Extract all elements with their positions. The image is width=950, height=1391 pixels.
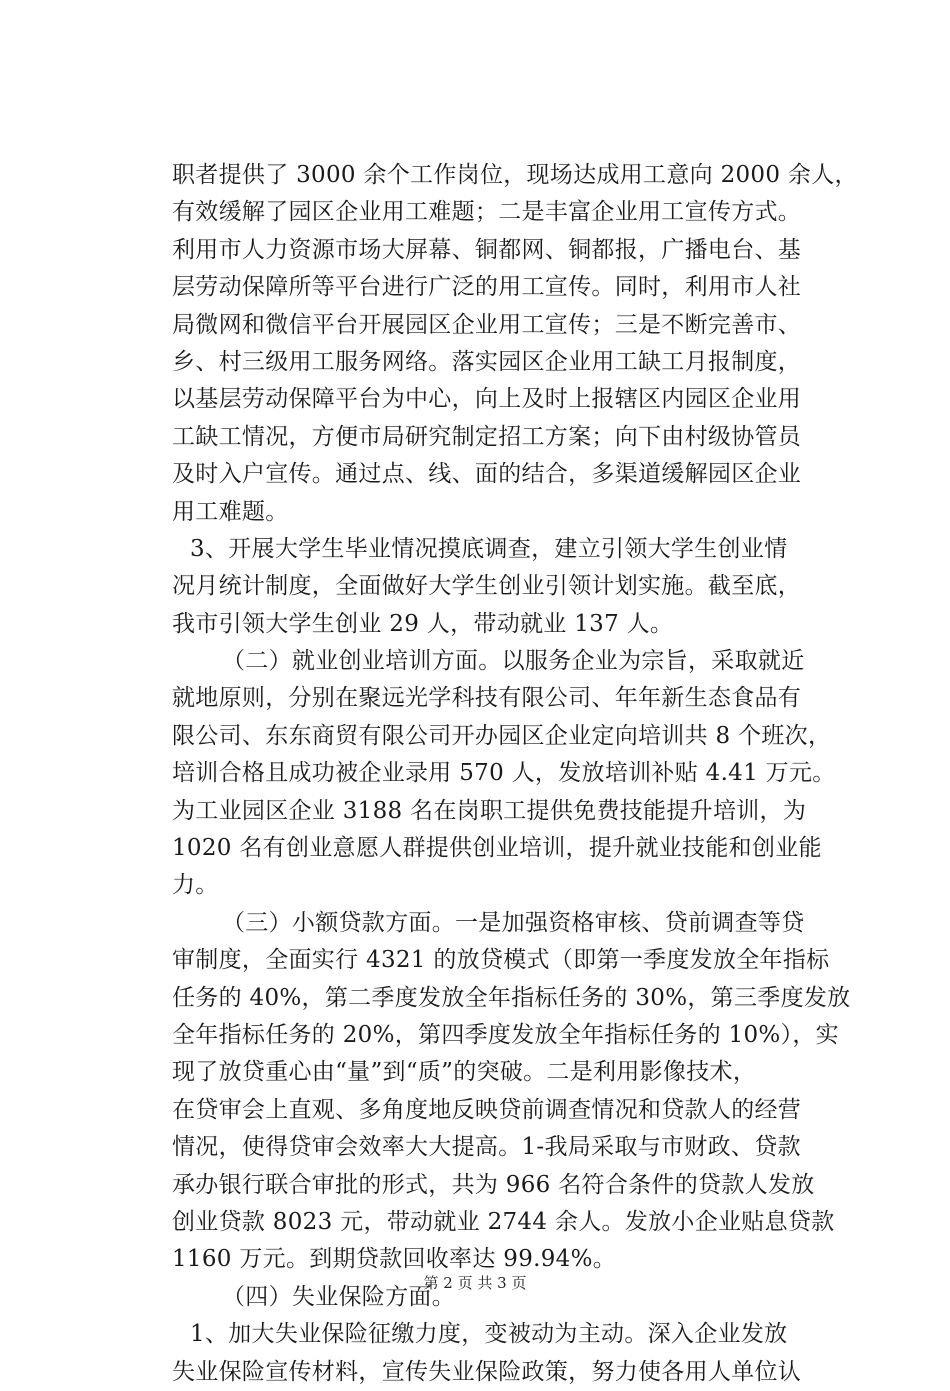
text-line: 审制度，全面实行 4321 的放贷模式（即第一季度发放全年指标 — [172, 947, 830, 974]
text-line: 全年指标任务的 20%，第四季度发放全年指标任务的 10%），实 — [172, 1021, 839, 1048]
section-heading-line: （二）就业创业培训方面。以服务企业为宗旨，采取就近 — [222, 648, 805, 675]
text-line: 力。 — [172, 872, 219, 899]
text-line: 1160 万元。到期贷款回收率达 99.94%。 — [172, 1246, 617, 1273]
text-line: 承办银行联合审批的形式，共为 966 名符合条件的贷款人发放 — [172, 1171, 815, 1198]
paragraph-start-line: 1、加大失业保险征缴力度，变被动为主动。深入企业发放 — [190, 1321, 788, 1348]
text-line: 以基层劳动保障平台为中心，向上及时上报辖区内园区企业用 — [172, 386, 802, 413]
text-line: 现了放贷重心由“量”到“质”的突破。二是利用影像技术， — [172, 1059, 757, 1086]
text-line: 任务的 40%，第二季度发放全年指标任务的 30%，第三季度发放 — [172, 984, 851, 1011]
text-line: 局微网和微信平台开展园区企业用工宣传；三是不断完善市、 — [172, 311, 802, 338]
text-line: 工缺工情况，方便市局研究制定招工方案；向下由村级协管员 — [172, 423, 802, 450]
text-line: 乡、村三级用工服务网络。落实园区企业用工缺工月报制度， — [172, 348, 802, 375]
text-line: 层劳动保障所等平台进行广泛的用工宣传。同时，利用市人社 — [172, 274, 802, 301]
text-line: 用工难题。 — [172, 498, 289, 525]
text-line: 职者提供了 3000 余个工作岗位，现场达成用工意向 2000 余人， — [172, 162, 858, 188]
text-line: 1020 名有创业意愿人群提供创业培训，提升就业技能和创业能 — [172, 835, 822, 862]
text-line: 为工业园区企业 3188 名在岗职工提供免费技能提升培训，为 — [172, 797, 807, 824]
text-line: 有效缓解了园区企业用工难题；二是丰富企业用工宣传方式。 — [172, 199, 802, 226]
text-line: 及时入户宣传。通过点、线、面的结合，多渠道缓解园区企业 — [172, 461, 802, 488]
text-line: 情况，使得贷审会效率大大提高。1-我局采取与市财政、贷款 — [172, 1134, 801, 1161]
section-heading-line: （四）失业保险方面。 — [222, 1283, 455, 1310]
document-body — [172, 157, 858, 1391]
text-line: 况月统计制度，全面做好大学生创业引领计划实施。截至底， — [172, 573, 802, 600]
text-line: 失业保险宣传材料，宣传失业保险政策，努力使各用人单位认 — [172, 1358, 802, 1385]
text-line: 在贷审会上直观、多角度地反映贷前调查情况和贷款人的经营 — [172, 1096, 802, 1123]
section-heading-line: （三）小额贷款方面。一是加强资格审核、贷前调查等贷 — [222, 909, 805, 936]
text-line: 培训合格且成功被企业录用 570 人，发放培训补贴 4.41 万元。 — [172, 760, 836, 787]
text-line: 限公司、东东商贸有限公司开办园区企业定向培训共 8 个班次， — [172, 722, 832, 749]
text-line: 利用市人力资源市场大屏幕、铜都网、铜都报，广播电台、基 — [172, 236, 802, 263]
text-line: 我市引领大学生创业 29 人，带动就业 137 人。 — [172, 610, 674, 637]
text-line: 就地原则，分别在聚远光学科技有限公司、年年新生态食品有 — [172, 685, 802, 712]
page-number-footer: 第 2 页 共 3 页 — [423, 1274, 527, 1292]
text-line: 创业贷款 8023 元，带动就业 2744 余人。发放小企业贴息贷款 — [172, 1208, 835, 1235]
paragraph-start-line: 3、开展大学生毕业情况摸底调查，建立引领大学生创业情 — [190, 535, 788, 562]
